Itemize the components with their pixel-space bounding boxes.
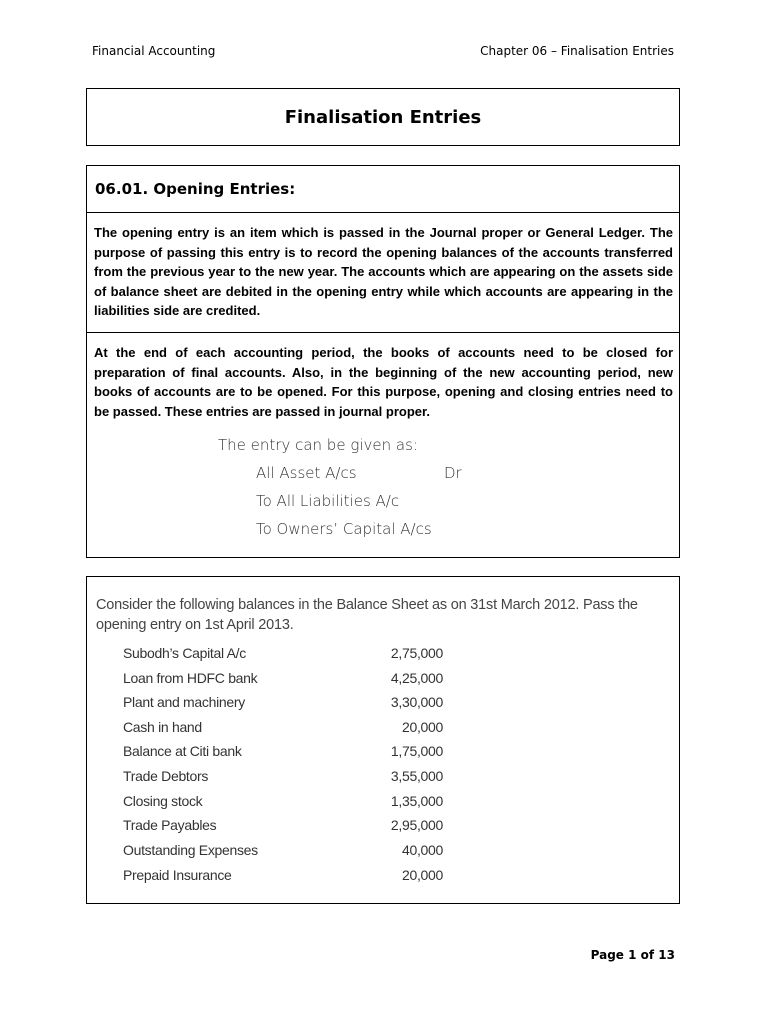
entry-line-debit: All Asset A/cs bbox=[256, 464, 357, 482]
opening-entries-section bbox=[86, 165, 680, 558]
section-heading: 06.01. Opening Entries: bbox=[87, 166, 679, 213]
entry-intro: The entry can be given as: bbox=[218, 436, 418, 454]
balance-amount: 1,35,000 bbox=[390, 793, 443, 809]
balance-amount: 1,75,000 bbox=[390, 743, 443, 759]
balance-row bbox=[123, 817, 443, 841]
balance-label: Plant and machinery bbox=[123, 694, 245, 710]
entry-dr: Dr bbox=[444, 464, 462, 482]
balance-label: Subodh’s Capital A/c bbox=[123, 645, 246, 661]
example-intro: Consider the following balances in the Balance Sheet as on 31st March 2012. Pass the opening entry on 1st April 2013. bbox=[96, 597, 638, 633]
entry-line-capital: To Owners’ Capital A/cs bbox=[256, 520, 432, 538]
balance-label: Trade Debtors bbox=[123, 768, 209, 784]
example-box bbox=[86, 576, 680, 904]
balance-amount: 20,000 bbox=[401, 719, 443, 735]
balance-row bbox=[123, 793, 443, 817]
balance-row bbox=[123, 694, 443, 718]
entry-line-liabilities: To All Liabilities A/c bbox=[256, 492, 400, 510]
balance-label: Trade Payables bbox=[123, 817, 217, 833]
balance-amount: 2,75,000 bbox=[390, 645, 443, 661]
balance-label: Prepaid Insurance bbox=[123, 867, 232, 883]
balance-row bbox=[123, 670, 443, 694]
page-title: Finalisation Entries bbox=[86, 88, 680, 146]
balance-amount: 3,30,000 bbox=[390, 694, 443, 710]
page-number: Page 1 of 13 bbox=[590, 948, 675, 962]
balance-row bbox=[123, 867, 443, 891]
balance-amount: 4,25,000 bbox=[390, 670, 443, 686]
balance-label: Balance at Citi bank bbox=[123, 743, 242, 759]
balance-label: Loan from HDFC bank bbox=[123, 670, 258, 686]
balance-row bbox=[123, 768, 443, 792]
balance-amount: 3,55,000 bbox=[390, 768, 443, 784]
balance-label: Closing stock bbox=[123, 793, 203, 809]
balance-label: Outstanding Expenses bbox=[123, 842, 258, 858]
paragraph-2: At the end of each accounting period, the books of accounts need to be closed for preparation of final accounts. Also, in the beginning of the new accounting period, new books of accounts are to be opened. For this purpose, opening and closing entries need to be passed. These entries are passed in journal proper. bbox=[94, 345, 673, 419]
balance-amount: 2,95,000 bbox=[390, 817, 443, 833]
balance-amount: 40,000 bbox=[401, 842, 443, 858]
balance-row bbox=[123, 719, 443, 743]
paragraph-1: The opening entry is an item which is passed in the Journal proper or General Ledger. The purpose of passing this entry is to record the opening balances of the accounts transferred from the previous year to the new year. The accounts which are appearing on the assets side of balance sheet are debited in the opening entry while which accounts are appearing in the liabilities side are credited. bbox=[87, 213, 679, 333]
header-left: Financial Accounting bbox=[92, 44, 216, 58]
balance-row bbox=[123, 645, 443, 669]
balance-label: Cash in hand bbox=[123, 719, 202, 735]
balance-amount: 20,000 bbox=[401, 867, 443, 883]
balance-row bbox=[123, 842, 443, 866]
header-right: Chapter 06 – Finalisation Entries bbox=[480, 44, 674, 58]
balance-row bbox=[123, 743, 443, 767]
